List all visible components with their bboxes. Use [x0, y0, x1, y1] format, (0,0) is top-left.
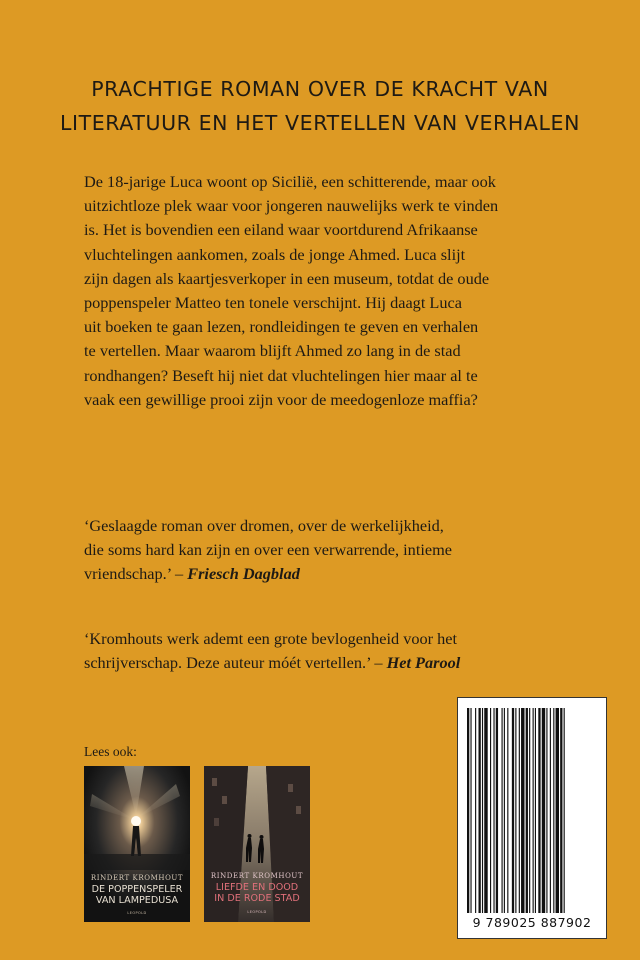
synopsis-line: De 18-jarige Luca woont op Sicilië, een schitterende, maar ook [84, 172, 496, 191]
synopsis-line: uit boeken te gaan lezen, rondleidingen te geven en verhalen [84, 317, 479, 337]
isbn-number: 9 789025 887902 [472, 915, 592, 930]
barcode-bar [490, 708, 491, 913]
barcode-bar [553, 708, 554, 913]
quote-line: die soms hard kan zijn en over een verwarrende, intieme [84, 540, 452, 560]
barcode-bar [546, 708, 547, 913]
barcode-bar [512, 708, 514, 913]
book-title-line: LIEFDE EN DOOD [215, 882, 299, 893]
barcode-bar [526, 708, 528, 913]
heading-line-2: LITERATUUR EN HET VERTELLEN VAN VERHALEN [59, 111, 581, 135]
quote-line: ‘Geslaagde roman over dromen, over de werkelijkheid, [84, 516, 444, 535]
barcode-bar [519, 708, 520, 913]
quote-text: schrijverschap. Deze auteur móét vertellen.’ – [84, 653, 387, 673]
barcode-bar [521, 708, 524, 913]
synopsis-line: te vertellen. Maar waarom blijft Ahmed zo lang in de stad [84, 341, 461, 361]
barcode-bar [475, 708, 476, 913]
book-title [84, 884, 190, 906]
book-title-line: IN DE RODE STAD [214, 893, 300, 904]
also-read-label: Lees ook: [84, 744, 137, 759]
quote-line: ‘Kromhouts werk ademt een grote bevlogenheid voor het [84, 629, 457, 648]
quote-line [84, 651, 554, 675]
isbn-barcode [457, 697, 607, 939]
barcode-bar [479, 708, 481, 913]
barcode-bar [542, 708, 545, 913]
barcode-bar [529, 708, 530, 913]
barcode-bar [550, 708, 551, 913]
barcode-bar [502, 708, 503, 913]
review-quote-friesch-dagblad [84, 514, 554, 587]
synopsis-line: poppenspeler Matteo ten tonele verschijnt. Hij daagt Luca [84, 293, 462, 313]
barcode-bar [533, 708, 534, 913]
synopsis-line: vluchtelingen aankomen, zoals de jonge Ahmed. Luca slijt [84, 244, 466, 264]
barcode-bar [467, 708, 469, 913]
barcode-bar [484, 708, 487, 913]
barcode-bar [470, 708, 471, 913]
barcode-bar [504, 708, 505, 913]
book-publisher: LEOPOLD [247, 910, 267, 914]
synopsis [84, 170, 584, 412]
barcode-bar [515, 708, 516, 913]
barcode-bars [467, 708, 597, 913]
barcode-bar [560, 708, 562, 913]
back-cover-heading [0, 72, 640, 140]
heading-line-1: PRACHTIGE ROMAN OVER DE KRACHT VAN [91, 77, 549, 101]
book-publisher: LEOPOLD [127, 911, 147, 915]
review-quote-het-parool [84, 627, 554, 675]
barcode-bar [482, 708, 483, 913]
barcode-bar [507, 708, 508, 913]
barcode-bar [564, 708, 565, 913]
barcode-bar [493, 708, 494, 913]
book-cover-poppenspeler[interactable] [84, 766, 190, 922]
synopsis-line: uitzichtloze plek waar voor jongeren nauwelijks werk te vinden [84, 196, 499, 216]
book-title [204, 882, 310, 904]
book-title-line: VAN LAMPEDUSA [95, 895, 179, 906]
barcode-bar [538, 708, 540, 913]
quote-source: Friesch Dagblad [187, 564, 300, 584]
barcode-bar [535, 708, 536, 913]
synopsis-line: vaak een gewillige prooi zijn voor de meedogenloze maffia? [84, 389, 478, 409]
book-cover-liefde-en-dood[interactable] [204, 766, 310, 922]
quote-source: Het Parool [386, 653, 461, 673]
synopsis-line: zijn dagen als kaartjesverkoper in een museum, totdat de oude [84, 268, 490, 288]
synopsis-line: rondhangen? Beseft hij niet dat vluchtelingen hier maar al te [84, 365, 478, 385]
book-title-line: DE POPPENSPELER [91, 884, 183, 895]
synopsis-line: is. Het is bovendien een eiland waar voortdurend Afrikaanse [84, 220, 478, 240]
barcode-bar [496, 708, 498, 913]
quote-line [84, 562, 554, 586]
book-author: RINDERT KROMHOUT [90, 874, 184, 882]
quote-text: vriendschap.’ – [84, 564, 188, 584]
book-author: RINDERT KROMHOUT [210, 872, 304, 880]
barcode-bar [556, 708, 559, 913]
